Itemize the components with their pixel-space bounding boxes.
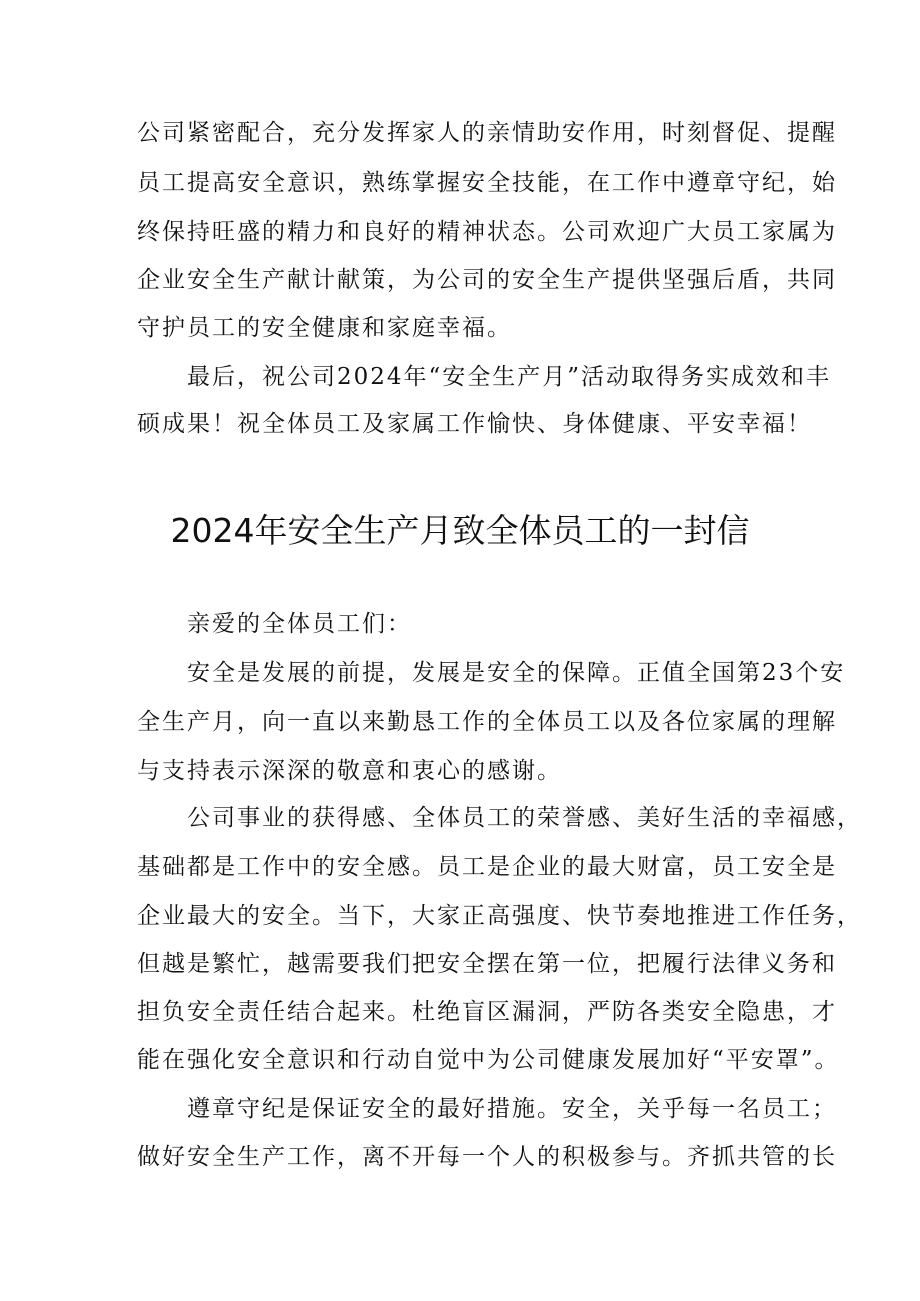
- text-line: 公司事业的获得感、全体员工的荣誉感、美好生活的幸福感，: [187, 805, 862, 831]
- text-line: 与支持表示深深的敬意和衷心的感谢。: [137, 758, 562, 784]
- text-line: 全生产月，向一直以来勤恳工作的全体员工以及各位家属的理解: [137, 709, 837, 735]
- text-line: 担负安全责任结合起来。杜绝盲区漏洞，严防各类安全隐患，才: [137, 999, 837, 1025]
- text-line: 企业最大的安全。当下，大家正高强度、快节奏地推进工作任务，: [137, 903, 862, 929]
- text-line: 基础都是工作中的安全感。员工是企业的最大财富，员工安全是: [137, 854, 837, 880]
- text-line: 守护员工的安全健康和家庭幸福。: [137, 315, 512, 341]
- text-line: 公司紧密配合，充分发挥家人的亲情助安作用，时刻督促、提醒: [137, 120, 837, 146]
- text-line: 但越是繁忙，越需要我们把安全摆在第一位，把履行法律义务和: [137, 951, 837, 977]
- text-line: 做好安全生产工作，离不开每一个人的积极参与。齐抓共管的长: [137, 1144, 837, 1170]
- text-line: 能在强化安全意识和行动自觉中为公司健康发展加好“平安罩”。: [137, 1047, 840, 1073]
- letter-title: 2024年安全生产月致全体员工的一封信: [170, 511, 750, 550]
- salutation: 亲爱的全体员工们：: [187, 611, 412, 637]
- text-line: 遵章守纪是保证安全的最好措施。安全，关乎每一名员工；: [187, 1096, 837, 1122]
- text-line: 安全是发展的前提，发展是安全的保障。正值全国第23个安: [187, 660, 846, 686]
- text-line: 企业安全生产献计献策，为公司的安全生产提供坚强后盾，共同: [137, 267, 837, 293]
- text-line: 员工提高安全意识，熟练掌握安全技能，在工作中遵章守纪，始: [137, 170, 837, 196]
- text-line: 最后，祝公司2024年“安全生产月”活动取得务实成效和丰: [187, 364, 832, 390]
- text-line: 硕成果！祝全体员工及家属工作愉快、身体健康、平安幸福！: [137, 411, 812, 437]
- text-line: 终保持旺盛的精力和良好的精神状态。公司欢迎广大员工家属为: [137, 219, 837, 245]
